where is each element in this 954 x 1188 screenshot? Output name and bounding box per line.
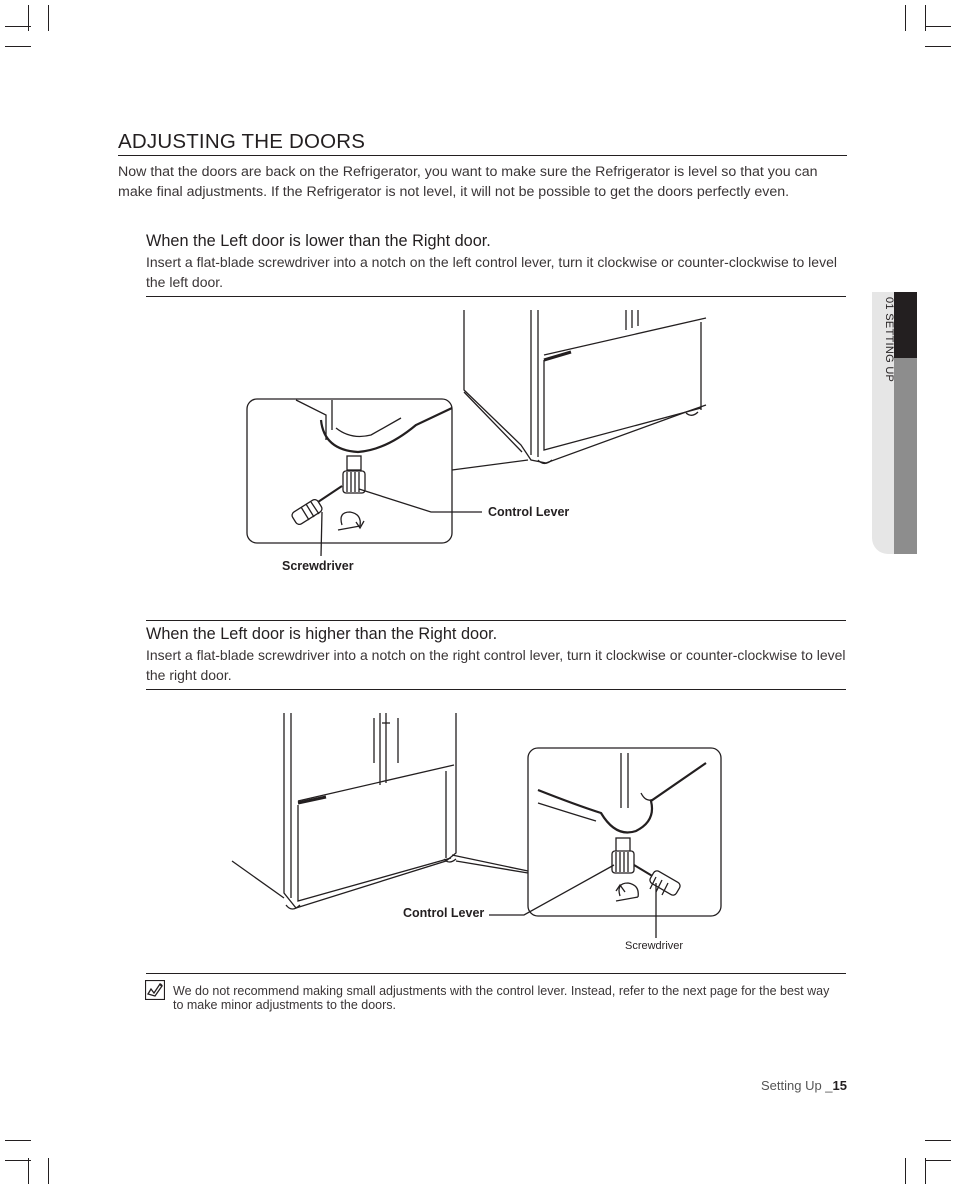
crop-mark	[5, 1140, 31, 1141]
crop-mark	[905, 1158, 906, 1184]
crop-mark	[925, 46, 951, 47]
section-1-title: When the Left door is lower than the Right door.	[146, 232, 491, 250]
crop-mark	[925, 1140, 951, 1141]
control-lever-label: Control Lever	[488, 505, 570, 519]
note-pencil-icon	[145, 980, 165, 1000]
crop-mark	[28, 1158, 29, 1184]
crop-mark	[925, 5, 926, 31]
page-footer	[761, 1078, 847, 1093]
intro-paragraph: Now that the doors are back on the Refrigerator, you want to make sure the Refrigerator is level so that you can make final adjustments. If the Refrigerator is not level, it will not be possible to get the doors perfectly even.	[118, 164, 818, 200]
rotate-arrow-icon	[616, 883, 638, 901]
divider	[146, 620, 846, 621]
control-lever-label: Control Lever	[403, 906, 485, 920]
screwdriver-label: Screwdriver	[625, 940, 684, 952]
page-number: 15	[832, 1078, 847, 1093]
note-text: We do not recommend making small adjustments with the control lever. Instead, refer to the next page for the best way to make minor adjustments to the doors.	[173, 984, 830, 1012]
screwdriver-label: Screwdriver	[282, 559, 354, 573]
section-2-title: When the Left door is higher than the Right door.	[146, 625, 498, 643]
crop-mark	[925, 26, 951, 27]
rotate-arrow-icon	[338, 512, 364, 530]
divider	[146, 973, 846, 974]
crop-mark	[925, 1160, 951, 1161]
divider	[146, 689, 846, 690]
crop-mark	[48, 5, 49, 31]
side-tab-bar	[894, 358, 917, 554]
crop-mark	[5, 26, 31, 27]
crop-mark	[28, 5, 29, 31]
page-title: ADJUSTING THE DOORS	[118, 131, 847, 156]
crop-mark	[48, 1158, 49, 1184]
side-tab-label: 01 SETTING UP	[883, 297, 895, 383]
section-2-text: Insert a flat-blade screwdriver into a notch on the right control lever, turn it clockwise or counter-clockwise to level the right door.	[146, 647, 846, 683]
side-tab-marker	[894, 292, 917, 358]
crop-mark	[925, 1158, 926, 1184]
diagram-left-door-higher	[146, 693, 846, 963]
crop-mark	[905, 5, 906, 31]
footer-section: Setting Up _	[760, 1078, 833, 1093]
divider	[146, 296, 846, 297]
section-1-text: Insert a flat-blade screwdriver into a notch on the left control lever, turn it clockwise or counter-clockwise to level the left door.	[146, 254, 837, 290]
crop-mark	[5, 46, 31, 47]
crop-mark	[5, 1160, 31, 1161]
diagram-left-door-lower	[146, 300, 846, 590]
